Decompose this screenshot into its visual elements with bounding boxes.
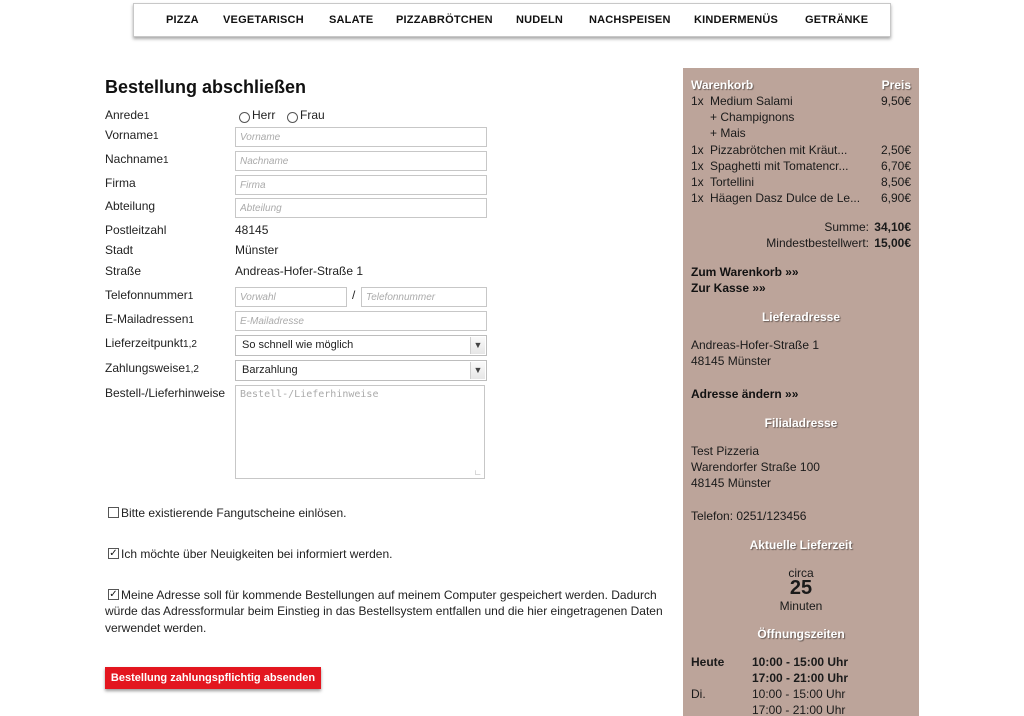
cart-item-price: 2,50€ xyxy=(880,143,911,157)
radio-herr-label: Herr xyxy=(252,108,276,122)
mindest-value: 15,00€ xyxy=(874,236,911,250)
save-address-line-2: würde das Adressformular beim Einstieg in das Bestellsystem entfallen und die hier eingetragenen Daten xyxy=(105,604,663,618)
filiale-phone: Telefon: 0251/123456 xyxy=(691,509,807,523)
change-address-link[interactable]: Adresse ändern »» xyxy=(691,387,799,401)
page-title: Bestellung abschließen xyxy=(105,77,307,97)
filiale-line-2: Warendorfer Straße 100 xyxy=(691,460,820,474)
nav-item-vegetarisch[interactable]: VEGETARISCH xyxy=(223,14,304,26)
nav-item-salate[interactable]: SALATE xyxy=(329,14,374,26)
email-input[interactable] xyxy=(235,311,487,331)
gutschein-label: Bitte existierende Fangutscheine einlösen. xyxy=(121,506,347,520)
zahlung-select-value: Barzahlung xyxy=(242,364,298,376)
cart-item-name: Häagen Dasz Dulce de Le... xyxy=(710,191,861,205)
nav-item-nachspeisen[interactable]: NACHSPEISEN xyxy=(589,14,671,26)
firma-label: Firma xyxy=(105,176,136,190)
cart-item-qty: 1x xyxy=(691,159,704,173)
summe-value: 34,10€ xyxy=(874,220,911,234)
lieferadresse-line-1: Andreas-Hofer-Straße 1 xyxy=(691,338,820,352)
oeffnung-title: Öffnungszeiten xyxy=(757,627,845,641)
vorname-input[interactable] xyxy=(235,127,487,147)
cart-item-price: 6,90€ xyxy=(880,191,911,205)
abteilung-label: Abteilung xyxy=(105,199,156,213)
nav-item-kindermenues[interactable]: KINDERMENÜS xyxy=(694,14,779,26)
cart-item-name: Pizzabrötchen mit Kräut... xyxy=(710,143,848,157)
stadt-label: Stadt xyxy=(105,243,134,257)
cart-item-qty: 1x xyxy=(691,143,704,157)
chevron-down-icon[interactable]: ▼ xyxy=(470,337,485,354)
lieferzeit-unit: Minuten xyxy=(779,599,823,613)
nav-item-nudeln[interactable]: NUDELN xyxy=(516,14,564,26)
filiale-line-1: Test Pizzeria xyxy=(691,444,760,458)
hinweise-label: Bestell-/Lieferhinweise xyxy=(105,386,226,400)
email-label: E-Mailadressen1 xyxy=(105,312,194,326)
plz-value: 48145 xyxy=(235,223,269,237)
save-address-line-1: Meine Adresse soll für kommende Bestellungen auf meinem Computer gespeichert werden. Dadurch xyxy=(121,588,657,602)
to-cart-link[interactable]: Zum Warenkorb »» xyxy=(691,265,799,279)
cart-item-price: 9,50€ xyxy=(880,94,911,108)
vorwahl-input[interactable] xyxy=(235,287,347,307)
news-label: Ich möchte über Neuigkeiten bei informiert werden. xyxy=(121,547,393,561)
strasse-value: Andreas-Hofer-Straße 1 xyxy=(235,264,364,278)
lieferzeit-label: Lieferzeitpunkt1,2 xyxy=(105,336,197,350)
radio-herr[interactable] xyxy=(239,112,250,123)
cart-item-name: Medium Salami xyxy=(710,94,793,108)
nav-item-getraenke[interactable]: GETRÄNKE xyxy=(805,14,869,26)
telefon-label: Telefonnummer1 xyxy=(105,288,194,302)
cart-item-extra: + Champignons xyxy=(710,110,795,124)
save-address-checkbox[interactable]: ✓ xyxy=(109,589,118,600)
lieferadresse-line-2: 48145 Münster xyxy=(691,354,772,368)
abteilung-input[interactable] xyxy=(235,198,487,218)
resize-grip-icon[interactable]: ∟ xyxy=(474,468,482,477)
oeffnung-di-2: 17:00 - 21:00 Uhr xyxy=(752,703,846,716)
filiale-title: Filialadresse xyxy=(764,416,838,430)
mindest-label: Mindestbestellwert: xyxy=(766,236,869,250)
telefon-input[interactable] xyxy=(361,287,487,307)
cart-price-header: Preis xyxy=(881,78,911,92)
gutschein-checkbox[interactable] xyxy=(108,507,119,518)
oeffnung-di-label: Di. xyxy=(691,687,706,701)
cart-item-price: 6,70€ xyxy=(880,159,911,173)
zahlung-label: Zahlungsweise1,2 xyxy=(105,361,199,375)
cart-item-name: Tortellini xyxy=(710,175,755,189)
vorname-label: Vorname1 xyxy=(105,128,159,142)
to-checkout-link[interactable]: Zur Kasse »» xyxy=(691,281,766,295)
strasse-label: Straße xyxy=(105,264,142,278)
chevron-down-icon[interactable]: ▼ xyxy=(470,362,485,379)
nachname-input[interactable] xyxy=(235,151,487,171)
save-address-line-3: verwendet werden. xyxy=(105,621,207,635)
hinweise-textarea[interactable] xyxy=(235,385,485,479)
lieferzeit-circa: circa xyxy=(788,566,814,580)
cart-title: Warenkorb xyxy=(691,78,754,92)
lieferzeit-value: 25 xyxy=(789,577,813,599)
oeffnung-today-label: Heute xyxy=(691,655,725,669)
lieferzeit-select-value: So schnell wie möglich xyxy=(242,339,354,351)
category-nav xyxy=(133,3,891,37)
radio-frau-label: Frau xyxy=(300,108,325,122)
radio-frau[interactable] xyxy=(287,112,298,123)
nav-item-pizza[interactable]: PIZZA xyxy=(166,14,199,26)
submit-order-button[interactable]: Bestellung zahlungspflichtig absenden xyxy=(105,667,321,689)
filiale-line-3: 48145 Münster xyxy=(691,476,772,490)
oeffnung-today-1: 10:00 - 15:00 Uhr xyxy=(752,655,849,669)
cart-item-qty: 1x xyxy=(691,191,704,205)
zahlung-select[interactable] xyxy=(235,360,487,381)
cart-item-price: 8,50€ xyxy=(880,175,911,189)
nav-item-pizzabroetchen[interactable]: PIZZABRÖTCHEN xyxy=(396,14,493,26)
oeffnung-today-2: 17:00 - 21:00 Uhr xyxy=(752,671,849,685)
oeffnung-di-1: 10:00 - 15:00 Uhr xyxy=(752,687,846,701)
cart-item-qty: 1x xyxy=(691,175,704,189)
lieferzeit-select[interactable] xyxy=(235,335,487,356)
nachname-label: Nachname1 xyxy=(105,152,169,166)
cart-item-extra: + Mais xyxy=(710,126,746,140)
stadt-value: Münster xyxy=(235,243,279,257)
plz-label: Postleitzahl xyxy=(105,223,167,237)
lieferadresse-title: Lieferadresse xyxy=(761,310,841,324)
anrede-label: Anrede1 xyxy=(105,108,150,122)
summe-label: Summe: xyxy=(824,220,869,234)
lieferzeit-title: Aktuelle Lieferzeit xyxy=(749,538,853,552)
firma-input[interactable] xyxy=(235,175,487,195)
cart-item-name: Spaghetti mit Tomatencr... xyxy=(710,159,849,173)
cart-item-qty: 1x xyxy=(691,94,704,108)
sidebar xyxy=(683,68,919,716)
news-checkbox[interactable]: ✓ xyxy=(109,548,118,559)
telefon-separator: / xyxy=(352,288,356,302)
